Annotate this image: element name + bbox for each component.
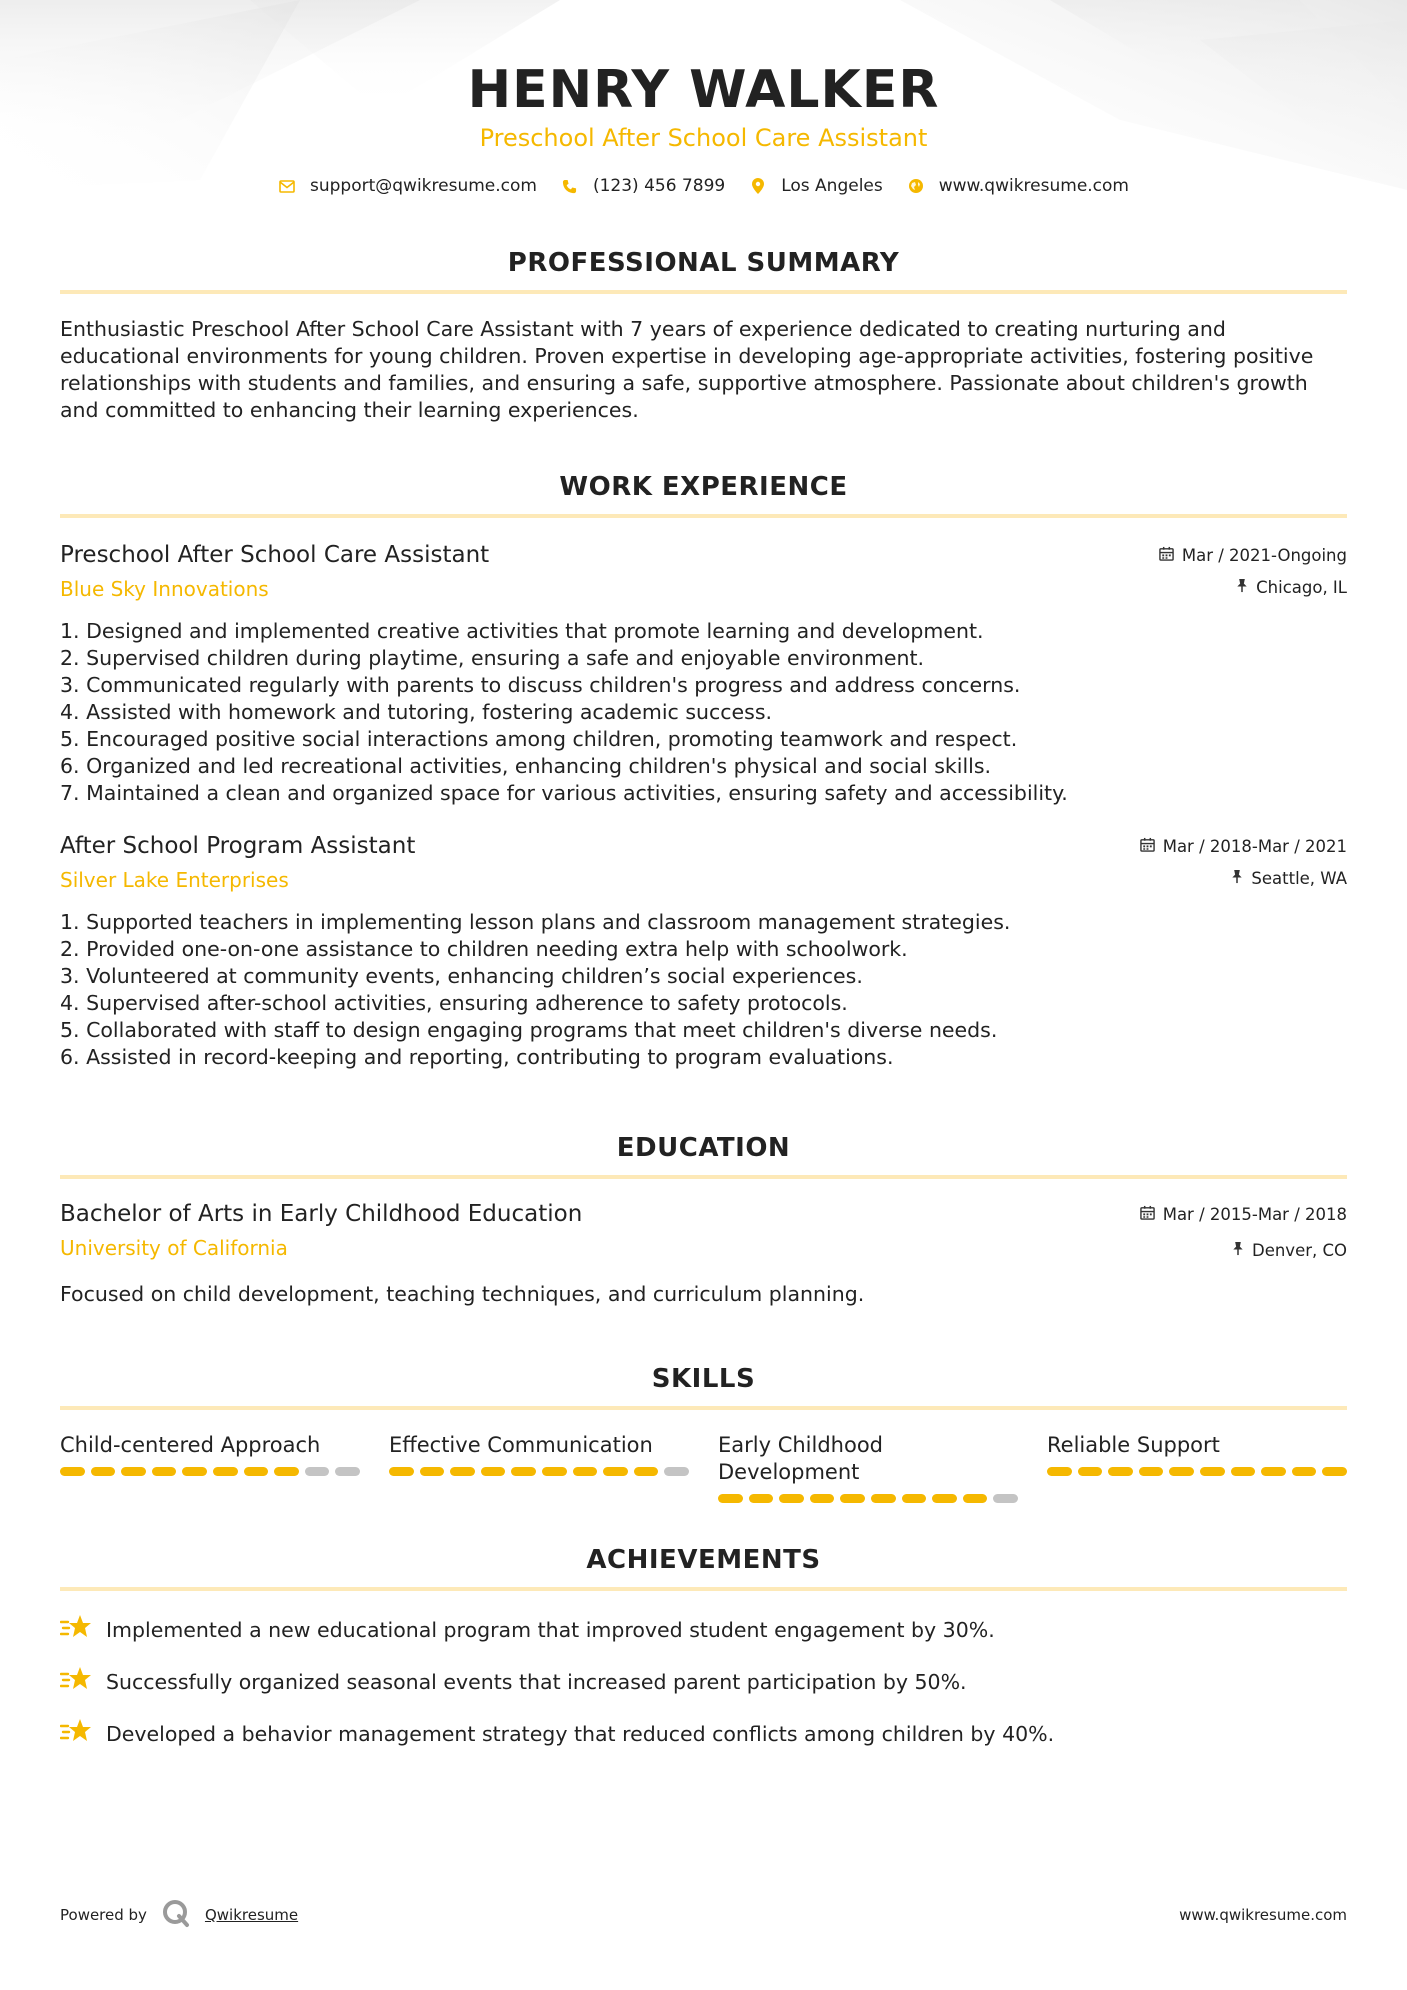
rating-dot-filled bbox=[603, 1467, 628, 1476]
skill-name: Effective Communication bbox=[389, 1433, 653, 1457]
powered-by bbox=[60, 1898, 298, 1932]
page-footer bbox=[60, 1898, 1347, 1932]
job-title: Preschool After School Care Assistant bbox=[60, 542, 490, 568]
calendar-icon bbox=[1159, 546, 1174, 566]
section-divider bbox=[60, 514, 1347, 518]
skill-item bbox=[718, 1432, 1018, 1503]
list-item: 6. Assisted in record-keeping and reporting, contributing to program evaluations. bbox=[60, 1045, 894, 1069]
job-title: After School Program Assistant bbox=[60, 833, 416, 859]
rating-dot-filled bbox=[274, 1467, 299, 1476]
skill-rating bbox=[389, 1467, 689, 1476]
job-entry bbox=[60, 831, 1347, 1071]
list-item: 2. Supervised children during playtime, ensuring a safe and enjoyable environment. bbox=[60, 646, 925, 670]
job-entry bbox=[60, 540, 1347, 807]
rating-dot-filled bbox=[182, 1467, 207, 1476]
candidate-role: Preschool After School Care Assistant bbox=[479, 124, 928, 152]
rating-dot-empty bbox=[305, 1467, 330, 1476]
skill-rating bbox=[718, 1494, 1018, 1503]
achievement-text: Developed a behavior management strategy that reduced conflicts among children by 40%. bbox=[106, 1722, 1055, 1746]
calendar-icon bbox=[1140, 1205, 1155, 1225]
achievement-item bbox=[60, 1665, 1347, 1700]
rating-dot-filled bbox=[450, 1467, 475, 1476]
list-item: 5. Encouraged positive social interactions among children, promoting teamwork and respect. bbox=[60, 727, 1018, 751]
education-meta bbox=[1140, 1199, 1347, 1273]
rating-dot-filled bbox=[840, 1494, 865, 1503]
rating-dot-filled bbox=[1047, 1467, 1072, 1476]
education-entry bbox=[60, 1199, 1347, 1308]
list-item: 5. Collaborated with staff to design engaging programs that meet children's diverse needs. bbox=[60, 1018, 998, 1042]
rating-dot-filled bbox=[481, 1467, 506, 1476]
company-name: Blue Sky Innovations bbox=[60, 577, 269, 601]
rating-dot-filled bbox=[1231, 1467, 1256, 1476]
rating-dot-filled bbox=[573, 1467, 598, 1476]
rating-dot-filled bbox=[420, 1467, 445, 1476]
contact-website[interactable] bbox=[907, 176, 1129, 196]
rating-dot-filled bbox=[511, 1467, 536, 1476]
contact-bar bbox=[60, 176, 1347, 196]
rating-dot-filled bbox=[1169, 1467, 1194, 1476]
skill-item bbox=[60, 1432, 360, 1503]
star-icon bbox=[60, 1717, 92, 1752]
envelope-icon bbox=[278, 177, 296, 195]
section-divider bbox=[60, 290, 1347, 294]
education-dates: Mar / 2015-Mar / 2018 bbox=[1162, 1205, 1347, 1224]
qwikresume-logo-icon bbox=[161, 1898, 191, 1932]
globe-icon bbox=[907, 177, 925, 195]
rating-dot-filled bbox=[871, 1494, 896, 1503]
skill-name: Reliable Support bbox=[1047, 1433, 1220, 1457]
rating-dot-filled bbox=[389, 1467, 414, 1476]
phone-text: (123) 456 7899 bbox=[592, 176, 726, 196]
rating-dot-filled bbox=[152, 1467, 177, 1476]
list-item: 4. Supervised after-school activities, ensuring adherence to safety protocols. bbox=[60, 991, 848, 1015]
rating-dot-filled bbox=[1292, 1467, 1317, 1476]
rating-dot-empty bbox=[664, 1467, 689, 1476]
rating-dot-filled bbox=[963, 1494, 988, 1503]
skill-name: Early Childhood Development bbox=[718, 1433, 884, 1484]
map-pin-icon bbox=[749, 177, 767, 195]
location-text: Los Angeles bbox=[781, 176, 883, 196]
rating-dot-filled bbox=[91, 1467, 116, 1476]
contact-location bbox=[749, 176, 883, 196]
phone-icon bbox=[561, 177, 579, 195]
skills-heading: SKILLS bbox=[651, 1364, 756, 1394]
company-name: Silver Lake Enterprises bbox=[60, 868, 289, 892]
degree-title: Bachelor of Arts in Early Childhood Education bbox=[60, 1201, 583, 1227]
summary-text: Enthusiastic Preschool After School Care Assistant with 7 years of experience dedicated to creating nurturing and educational environments for young children. Proven expertise in developing age-appropriate activities, fostering positive relationships with students and families, and ensuring a safe, supportive atmosphere. Passionate about children's growth and committed to enhancing their learning experiences. bbox=[60, 317, 1314, 422]
list-item: 7. Maintained a clean and organized space for various activities, ensuring safety and accessibility. bbox=[60, 781, 1068, 805]
contact-phone[interactable] bbox=[561, 176, 725, 196]
list-item: 3. Communicated regularly with parents to discuss children's progress and address concerns. bbox=[60, 673, 1021, 697]
job-dates: Mar / 2021-Ongoing bbox=[1181, 546, 1347, 565]
education-heading: EDUCATION bbox=[616, 1133, 791, 1163]
resume-header bbox=[60, 0, 1347, 196]
rating-dot-filled bbox=[542, 1467, 567, 1476]
rating-dot-empty bbox=[335, 1467, 360, 1476]
rating-dot-filled bbox=[810, 1494, 835, 1503]
rating-dot-filled bbox=[932, 1494, 957, 1503]
skills-grid bbox=[60, 1432, 1347, 1503]
calendar-icon bbox=[1140, 837, 1155, 857]
list-item: 1. Supported teachers in implementing lesson plans and classroom management strategies. bbox=[60, 910, 1011, 934]
achievement-text: Successfully organized seasonal events that increased parent participation by 50%. bbox=[106, 1670, 967, 1694]
list-item: 4. Assisted with homework and tutoring, fostering academic success. bbox=[60, 700, 773, 724]
achievements-list bbox=[60, 1613, 1347, 1752]
section-divider bbox=[60, 1587, 1347, 1591]
brand-link[interactable]: Qwikresume bbox=[204, 1906, 299, 1924]
pushpin-icon bbox=[1236, 578, 1248, 598]
star-icon bbox=[60, 1665, 92, 1700]
star-icon bbox=[60, 1613, 92, 1648]
job-meta bbox=[1159, 540, 1347, 610]
achievement-item bbox=[60, 1717, 1347, 1752]
list-item: 3. Volunteered at community events, enhancing children’s social experiences. bbox=[60, 964, 863, 988]
list-item: 1. Designed and implemented creative activities that promote learning and development. bbox=[60, 619, 984, 643]
education-description: Focused on child development, teaching techniques, and curriculum planning. bbox=[60, 1282, 865, 1306]
rating-dot-filled bbox=[1139, 1467, 1164, 1476]
achievement-text: Implemented a new educational program that improved student engagement by 30%. bbox=[106, 1618, 995, 1642]
job-location: Seattle, WA bbox=[1251, 869, 1347, 888]
pushpin-icon bbox=[1232, 1241, 1244, 1261]
achievements-section bbox=[60, 1543, 1347, 1752]
achievements-heading: ACHIEVEMENTS bbox=[586, 1545, 821, 1575]
job-dates: Mar / 2018-Mar / 2021 bbox=[1162, 837, 1347, 856]
skills-section bbox=[60, 1362, 1347, 1503]
summary-section bbox=[60, 246, 1347, 424]
skill-rating bbox=[1047, 1467, 1347, 1476]
job-meta bbox=[1140, 831, 1347, 901]
list-item: 6. Organized and led recreational activities, enhancing children's physical and social skills. bbox=[60, 754, 992, 778]
rating-dot-filled bbox=[902, 1494, 927, 1503]
skill-item bbox=[1047, 1432, 1347, 1503]
summary-heading: PROFESSIONAL SUMMARY bbox=[507, 248, 900, 278]
job-location: Chicago, IL bbox=[1256, 578, 1347, 597]
rating-dot-empty bbox=[993, 1494, 1018, 1503]
contact-email[interactable] bbox=[278, 176, 537, 196]
rating-dot-filled bbox=[213, 1467, 238, 1476]
rating-dot-filled bbox=[1200, 1467, 1225, 1476]
experience-section bbox=[60, 470, 1347, 1071]
skill-name: Child-centered Approach bbox=[60, 1433, 321, 1457]
rating-dot-filled bbox=[60, 1467, 85, 1476]
rating-dot-filled bbox=[1261, 1467, 1286, 1476]
list-item: 2. Provided one-on-one assistance to children needing extra help with schoolwork. bbox=[60, 937, 908, 961]
rating-dot-filled bbox=[1078, 1467, 1103, 1476]
job-bullets bbox=[60, 618, 1347, 807]
rating-dot-filled bbox=[121, 1467, 146, 1476]
skill-rating bbox=[60, 1467, 360, 1476]
education-location: Denver, CO bbox=[1251, 1241, 1347, 1260]
email-text: support@qwikresume.com bbox=[310, 176, 537, 196]
experience-heading: WORK EXPERIENCE bbox=[559, 472, 848, 502]
job-bullets bbox=[60, 909, 1347, 1071]
rating-dot-filled bbox=[244, 1467, 269, 1476]
skill-item bbox=[389, 1432, 689, 1503]
candidate-name: HENRY WALKER bbox=[467, 60, 940, 120]
rating-dot-filled bbox=[1108, 1467, 1133, 1476]
rating-dot-filled bbox=[634, 1467, 659, 1476]
achievement-item bbox=[60, 1613, 1347, 1648]
website-text: www.qwikresume.com bbox=[938, 176, 1129, 196]
section-divider bbox=[60, 1175, 1347, 1179]
footer-website[interactable]: www.qwikresume.com bbox=[1179, 1906, 1347, 1924]
powered-by-label: Powered by bbox=[60, 1906, 147, 1924]
rating-dot-filled bbox=[1322, 1467, 1347, 1476]
pushpin-icon bbox=[1231, 869, 1243, 889]
section-divider bbox=[60, 1406, 1347, 1410]
rating-dot-filled bbox=[779, 1494, 804, 1503]
education-section bbox=[60, 1131, 1347, 1308]
school-name: University of California bbox=[60, 1236, 288, 1260]
rating-dot-filled bbox=[749, 1494, 774, 1503]
rating-dot-filled bbox=[718, 1494, 743, 1503]
